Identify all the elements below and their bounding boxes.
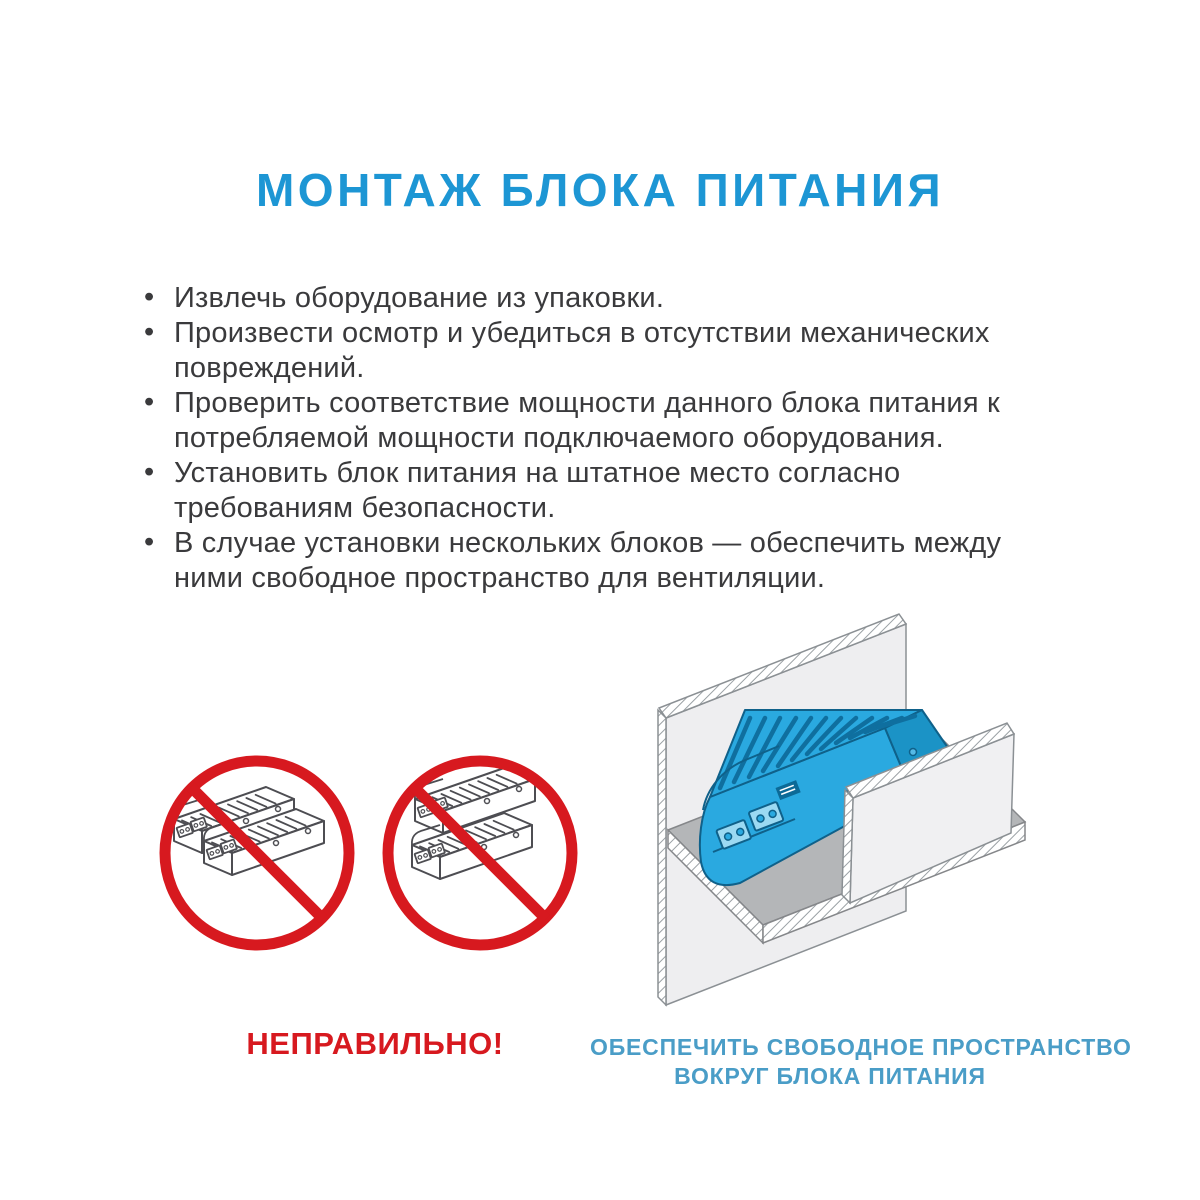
bullet-dot: • [144,281,155,313]
bullet-dot: • [144,316,155,348]
caption-line: ВОКРУГ БЛОКА ПИТАНИЯ [674,1063,986,1089]
instruction-item [144,386,1059,456]
bullet-dot: • [144,456,155,488]
instruction-item [144,526,1059,596]
bullet-dot: • [144,526,155,558]
instruction-text: Произвести осмотр и убедиться в отсутствии механических повреждений. [174,317,990,384]
bullet-dot: • [144,386,155,418]
screw [910,749,917,756]
instruction-text: Установить блок питания на штатное место согласно требованиям безопасности. [174,457,901,524]
caption-line: ОБЕСПЕЧИТЬ СВОБОДНОЕ ПРОСТРАНСТВО [590,1034,1132,1060]
instruction-text: В случае установки нескольких блоков — обеспечить между ними свободное пространство для вентиляции. [174,527,1002,594]
prohibition-icons-graphic [140,743,610,973]
page-title: МОНТАЖ БЛОКА ПИТАНИЯ [255,164,945,216]
instruction-item [144,281,1059,316]
instruction-text: Проверить соответствие мощности данного блока питания к потребляемой мощности подключаемого оборудования. [174,387,1000,454]
instruction-text: Извлечь оборудование из упаковки. [174,282,665,314]
wrong-label: НЕПРАВИЛЬНО! [246,1026,504,1061]
prohibition-icon-stacked [388,761,572,945]
instruction-item [144,456,1059,526]
instruction-item [144,316,1059,386]
correct-caption [590,1033,1132,1091]
prohibition-icon-side-by-side [165,761,349,945]
mounting-diagram [645,600,1065,1018]
instruction-list [144,281,1059,596]
